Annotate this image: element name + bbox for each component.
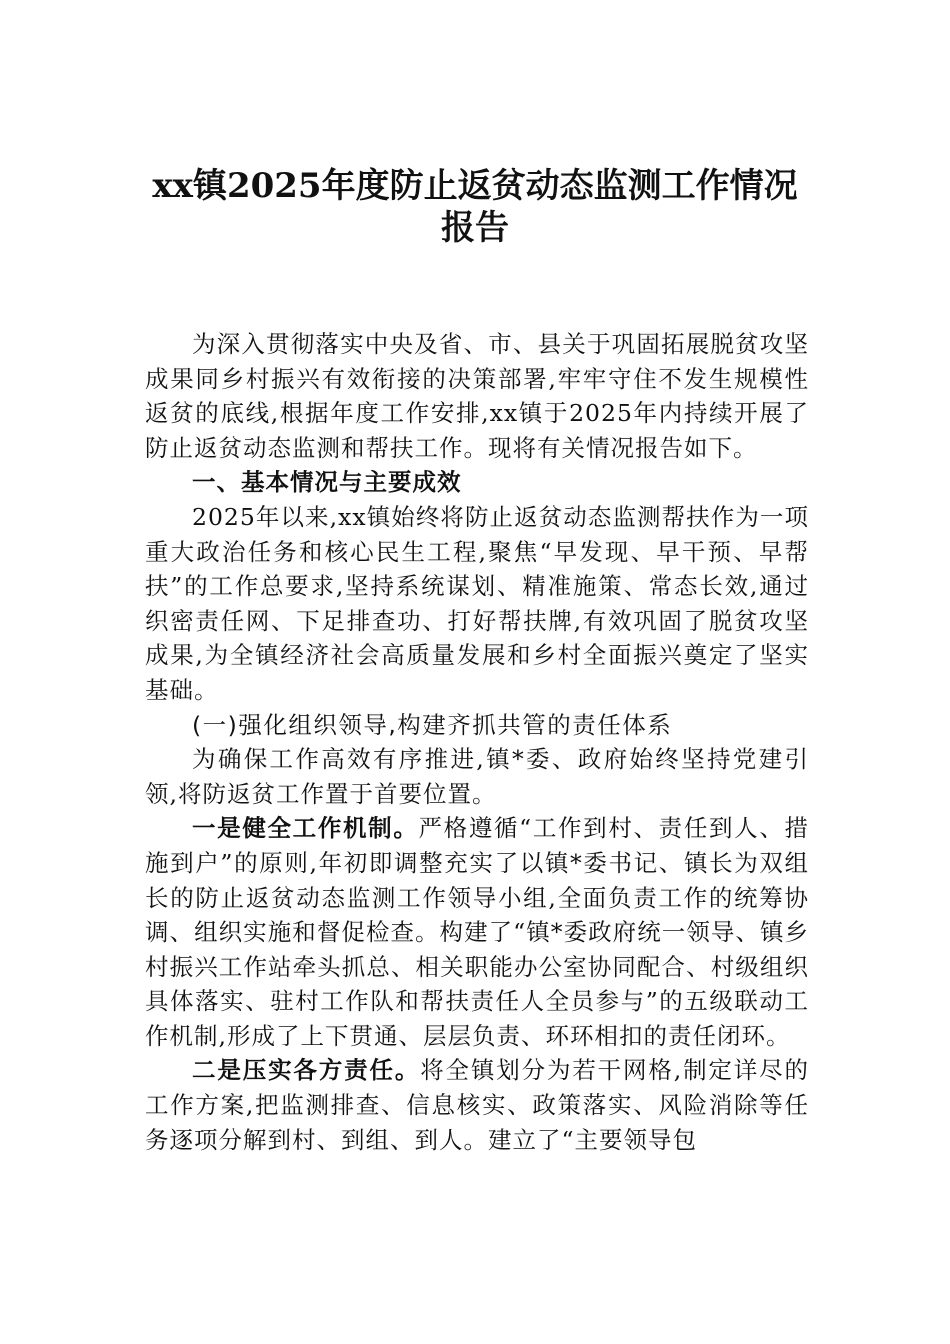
point-1-lead: 一是健全工作机制。 (192, 814, 419, 843)
point-2-lead: 二是压实各方责任。 (192, 1056, 421, 1085)
subsection-1-intro-paragraph: 为确保工作高效有序推进,镇*委、政府始终坚持党建引领,将防返贫工作置于首要位置。 (145, 745, 809, 808)
document-body (145, 327, 809, 1157)
document-title-line-1: xx镇2025年度防止返贫动态监测工作情况 (152, 166, 798, 206)
subsection-heading-1: (一)强化组织领导,构建齐抓共管的责任体系 (192, 710, 673, 739)
document-title-line-2: 报告 (441, 208, 509, 248)
point-1-paragraph (145, 811, 809, 1053)
section-heading-1: 一、基本情况与主要成效 (192, 468, 462, 497)
point-2-text: 将全镇划分为若干网格,制定详尽的工作方案,把监测排查、信息核实、政策落实、风险消除等任务逐项分解到村、到组、到人。建立了“主要领导包 (145, 1056, 809, 1154)
point-2-paragraph (145, 1053, 809, 1157)
section-1-paragraph: 2025年以来,xx镇始终将防止返贫动态监测帮扶作为一项重大政治任务和核心民生工程,聚焦“早发现、早干预、早帮扶”的工作总要求,坚持系统谋划、精准施策、常态长效,通过织密责任网、下足排查功、打好帮扶牌,有效巩固了脱贫攻坚成果,为全镇经济社会高质量发展和乡村全面振兴奠定了坚实基础。 (145, 502, 809, 704)
intro-paragraph: 为深入贯彻落实中央及省、市、县关于巩固拓展脱贫攻坚成果同乡村振兴有效衔接的决策部署,牢牢守住不发生规模性返贫的底线,根据年度工作安排,xx镇于2025年内持续开展了防止返贫动态监测和帮扶工作。现将有关情况报告如下。 (145, 330, 809, 462)
point-1-text: 严格遵循“工作到村、责任到人、措施到户”的原则,年初即调整充实了以镇*委书记、镇长为双组长的防止返贫动态监测工作领导小组,全面负责工作的统筹协调、组织实施和督促检查。构建了“镇*委政府统一领导、镇乡村振兴工作站牵头抓总、相关职能办公室协同配合、村级组织具体落实、驻村工作队和帮扶责任人全员参与”的五级联动工作机制,形成了上下贯通、层层负责、环环相扣的责任闭环。 (145, 814, 810, 1050)
